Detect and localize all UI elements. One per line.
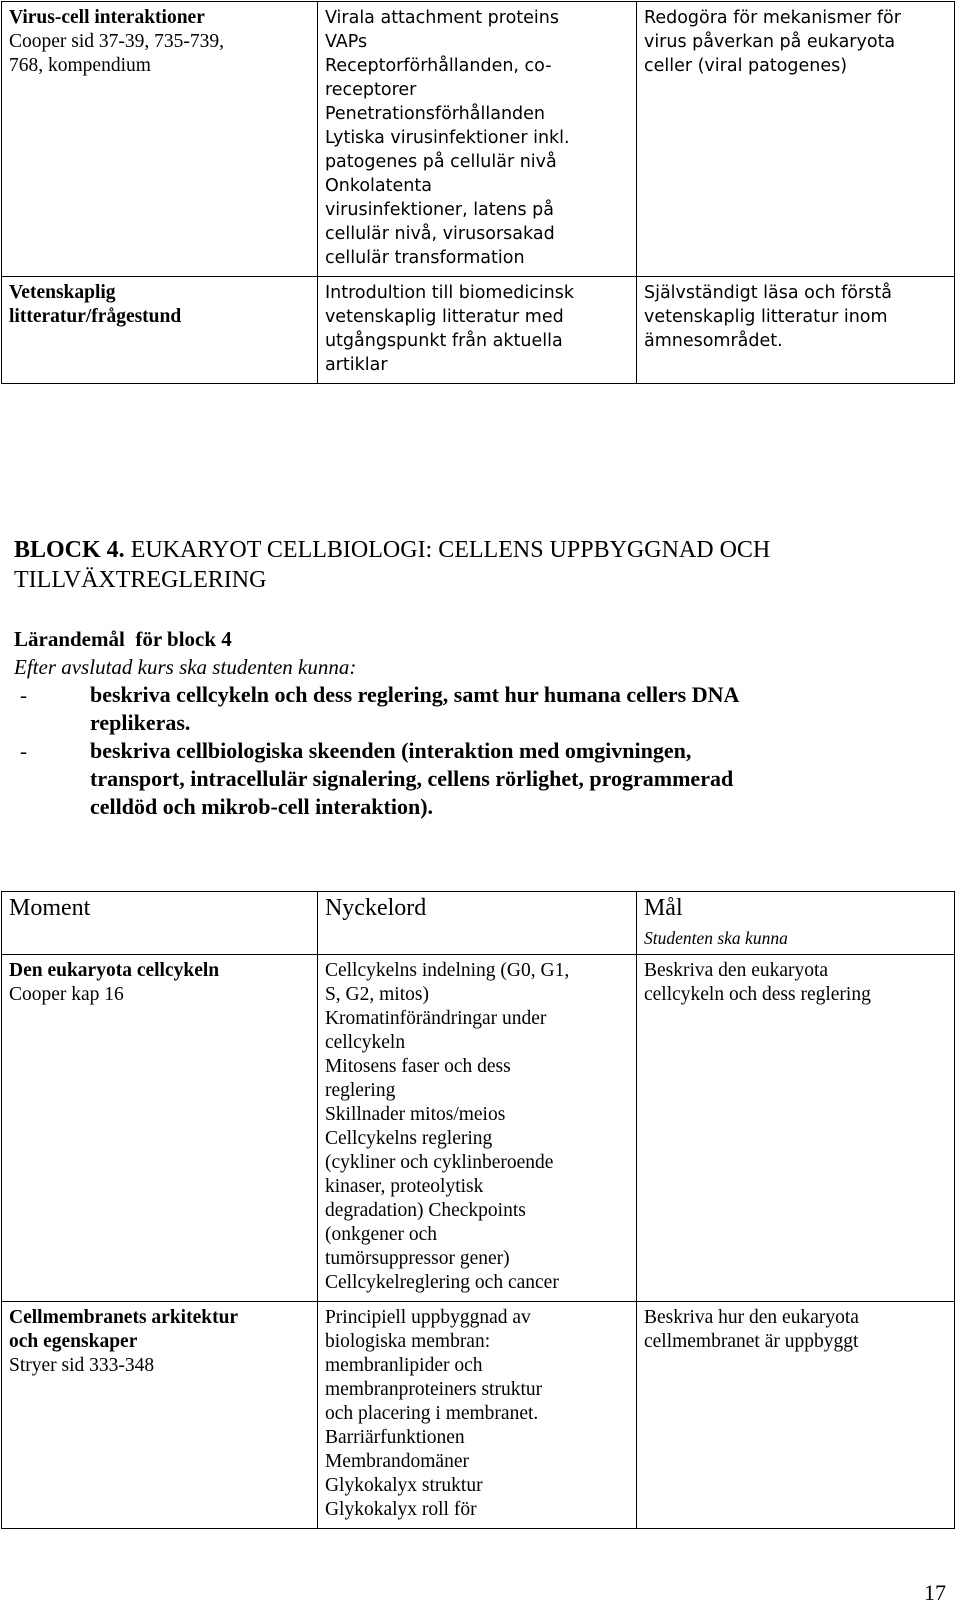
text-line: artiklar <box>324 355 388 375</box>
text-line: vetenskaplig litteratur med <box>324 307 564 327</box>
header-moment-label: Moment <box>9 895 91 921</box>
goal-text <box>644 6 948 78</box>
header-goal-subtitle: Studenten ska kunna <box>643 928 788 948</box>
keywords-cell <box>317 277 636 384</box>
list-dash: - <box>20 739 27 763</box>
text-line: ämnesområdet. <box>643 331 783 351</box>
keywords-cell <box>317 955 636 1302</box>
list-dash: - <box>20 683 27 707</box>
text-line: Introdultion till biomedicinsk <box>324 283 575 303</box>
table-row <box>2 277 955 384</box>
learning-objectives <box>14 625 944 821</box>
text-line: cellcykeln och dess reglering <box>643 984 871 1005</box>
header-moment <box>2 892 318 955</box>
text-line: (cykliner och cyklinberoende <box>324 1152 554 1173</box>
text-line: celldöd och mikrob-cell interaktion). <box>90 794 434 819</box>
topic-reference <box>9 1354 311 1378</box>
text-line: (onkgener och <box>324 1224 438 1245</box>
text-line: beskriva cellcykeln och dess reglering, samt hur humana cellers DNA <box>90 682 740 707</box>
text-line: cellulär nivå, virusorsakad <box>324 224 555 244</box>
text-line: Membrandomäner <box>324 1451 469 1472</box>
text-line: Penetrationsförhållanden <box>324 104 546 124</box>
text-line: cellulär transformation <box>324 248 525 268</box>
table-row <box>2 2 955 277</box>
keywords-cell <box>317 1302 636 1529</box>
list-item <box>14 681 944 737</box>
topic-cell <box>2 1302 318 1529</box>
topic-title <box>9 6 311 30</box>
text-line: beskriva cellbiologiska skeenden (interaktion med omgivningen, <box>90 738 692 763</box>
list-item <box>14 737 944 821</box>
objectives-heading: Lärandemål för block 4 <box>14 627 232 651</box>
text-line: membranlipider och <box>324 1355 483 1376</box>
text-line: och placering i membranet. <box>324 1403 539 1424</box>
text-line: Beskriva hur den eukaryota <box>643 1307 859 1328</box>
block-title-line1: EUKARYOT CELLBIOLOGI: CELLENS UPPBYGGNAD OCH <box>130 537 771 563</box>
text-line: Lytiska virusinfektioner inkl. <box>324 128 570 148</box>
keywords-text <box>325 959 630 1295</box>
text-line: Glykokalyx struktur <box>324 1475 483 1496</box>
text-line: Cooper kap 16 <box>9 984 124 1005</box>
goal-text <box>644 281 948 353</box>
topic-title <box>9 281 311 329</box>
keywords-text <box>325 6 630 270</box>
text-line: Cooper sid 37-39, 735-739, <box>9 31 225 52</box>
text-line: Cellcykelns reglering <box>324 1128 493 1149</box>
text-line: cellmembranet är uppbyggt <box>643 1331 859 1352</box>
text-line: vetenskaplig litteratur inom <box>643 307 888 327</box>
text-line: degradation) Checkpoints <box>324 1200 526 1221</box>
topic-title <box>9 959 311 983</box>
text-line: Den eukaryota cellcykeln <box>9 960 220 981</box>
text-line: membranproteiners struktur <box>324 1379 543 1400</box>
table-header-row <box>2 892 955 955</box>
goal-cell <box>636 1302 954 1529</box>
table-row <box>2 1302 955 1529</box>
goal-cell <box>636 955 954 1302</box>
text-line: cellcykeln <box>324 1032 406 1053</box>
goal-text <box>644 959 948 1007</box>
text-line: Redogöra för mekanismer för <box>643 8 901 28</box>
text-line: utgångspunkt från aktuella <box>324 331 563 351</box>
text-line: patogenes på cellulär nivå <box>324 152 557 172</box>
text-line: replikeras. <box>90 710 191 735</box>
text-line: Virus-cell interaktioner <box>9 7 205 28</box>
keywords-cell <box>317 2 636 277</box>
topic-cell <box>2 955 318 1302</box>
header-keywords <box>317 892 636 955</box>
text-line: Receptorförhållanden, co- <box>324 56 552 76</box>
text-line: reglering <box>324 1080 396 1101</box>
text-line: celler (viral patogenes) <box>643 56 848 76</box>
text-line: 768, kompendium <box>9 55 151 76</box>
text-line: Virala attachment proteins <box>324 8 560 28</box>
goal-cell <box>636 2 954 277</box>
text-line: Glykokalyx roll för <box>324 1499 477 1520</box>
text-line: och egenskaper <box>9 1331 138 1352</box>
text-line: kinaser, proteolytisk <box>324 1176 484 1197</box>
topic-cell <box>2 277 318 384</box>
text-line: biologiska membran: <box>324 1331 491 1352</box>
page-number: 17 <box>924 1580 946 1605</box>
text-line: Cellcykelreglering och cancer <box>324 1272 559 1293</box>
text-line: transport, intracellulär signalering, cellens rörlighet, programmerad <box>90 766 734 791</box>
text-line: Cellmembranets arkitektur <box>9 1307 239 1328</box>
text-line: litteratur/frågestund <box>9 306 182 327</box>
topic-cell <box>2 2 318 277</box>
text-line: Principiell uppbyggnad av <box>324 1307 531 1328</box>
text-line: Självständigt läsa och förstå <box>643 283 892 303</box>
text-line: Mitosens faser och dess <box>324 1056 511 1077</box>
header-goal-label: Mål <box>643 895 683 921</box>
text-line: S, G2, mitos) <box>324 984 429 1005</box>
header-goal <box>636 892 954 955</box>
text-line: Barriärfunktionen <box>324 1427 465 1448</box>
topic-title <box>9 1306 311 1354</box>
keywords-text <box>325 1306 630 1522</box>
goal-text <box>644 1306 948 1354</box>
text-line: Onkolatenta <box>324 176 432 196</box>
text-line: Skillnader mitos/meios <box>324 1104 506 1125</box>
block-title-line2: TILLVÄXTREGLERING <box>14 567 267 593</box>
header-keywords-label: Nyckelord <box>324 895 427 921</box>
block-number: BLOCK 4. <box>14 537 125 563</box>
text-line: virusinfektioner, latens på <box>324 200 555 220</box>
text-line: virus påverkan på eukaryota <box>643 32 896 52</box>
goal-cell <box>636 277 954 384</box>
text-line: Vetenskaplig <box>9 282 116 303</box>
topic-reference <box>9 983 311 1007</box>
objective-text <box>90 737 733 821</box>
topic-reference <box>9 30 311 78</box>
text-line: Cellcykelns indelning (G0, G1, <box>324 960 570 981</box>
text-line: VAPs <box>324 32 368 52</box>
text-line: Beskriva den eukaryota <box>643 960 829 981</box>
text-line: tumörsuppressor gener) <box>324 1248 510 1269</box>
top-course-table <box>1 1 955 384</box>
objectives-intro: Efter avslutad kurs ska studenten kunna: <box>14 655 357 679</box>
text-line: Kromatinförändringar under <box>324 1008 547 1029</box>
text-line: Stryer sid 333-348 <box>9 1355 155 1376</box>
table-row <box>2 955 955 1302</box>
objective-text <box>90 681 739 737</box>
block-heading <box>14 535 770 595</box>
text-line: receptorer <box>324 80 417 100</box>
keywords-text <box>325 281 630 377</box>
moment-table <box>1 891 955 1529</box>
